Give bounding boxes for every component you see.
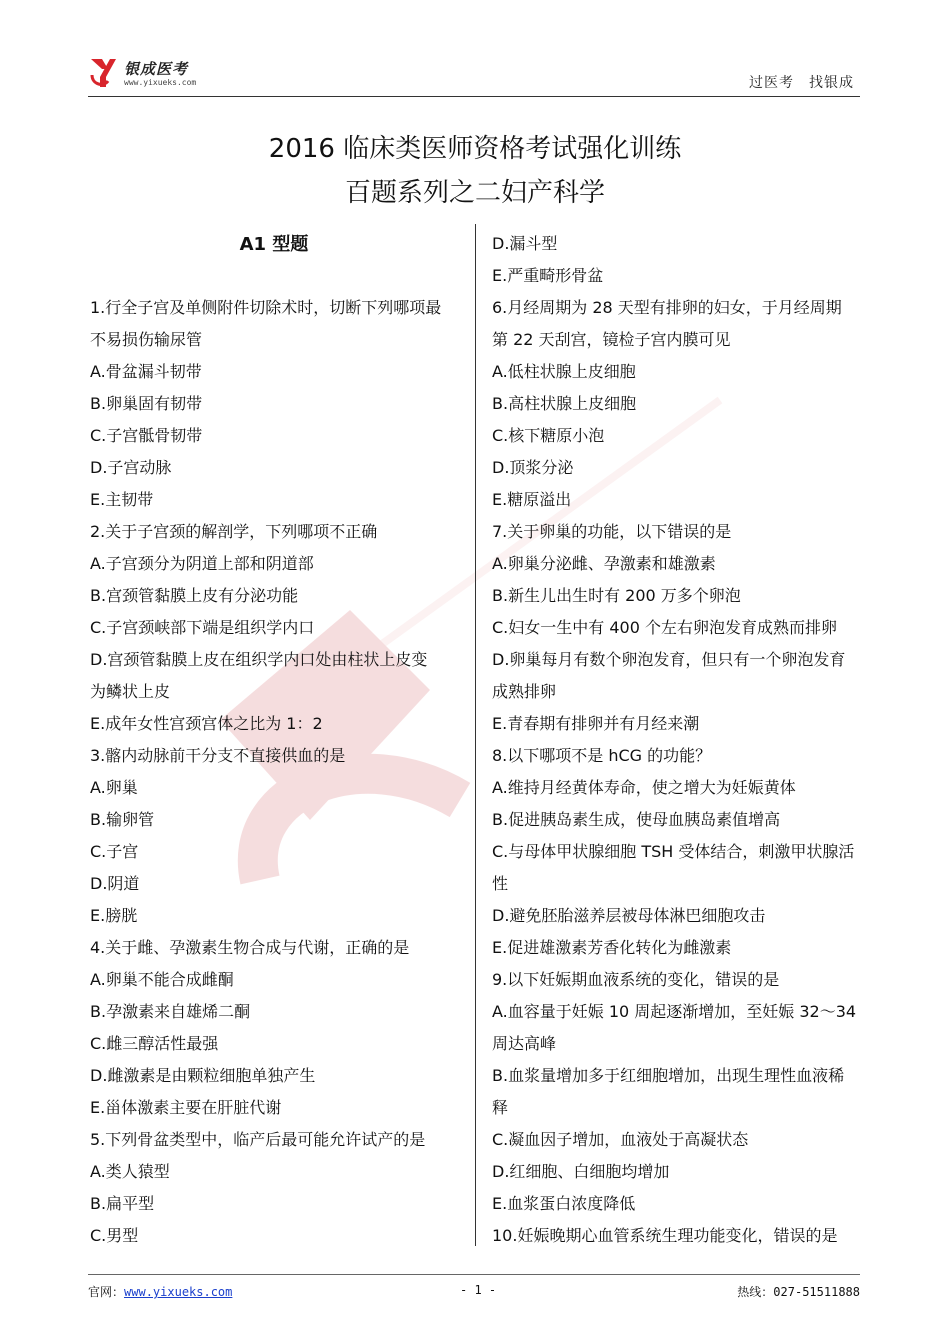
text-line: A.低柱状腺上皮细胞 (492, 362, 636, 381)
text-line: B.输卵管 (90, 810, 155, 829)
text-line: D.雌激素是由颗粒细胞单独产生 (90, 1066, 316, 1085)
text-line: A.子宫颈分为阴道上部和阴道部 (90, 554, 314, 573)
document-subtitle: 百题系列之二妇产科学 (344, 178, 605, 208)
text-line: B.卵巢固有韧带 (90, 394, 203, 413)
text-line: E.青春期有排卵并有月经来潮 (492, 714, 700, 733)
text-line: 4.关于雌、孕激素生物合成与代谢，正确的是 (90, 938, 410, 957)
text-line: D.顶浆分泌 (492, 458, 574, 477)
text-line: B.扁平型 (90, 1194, 155, 1213)
text-line: 6.月经周期为 28 天型有排卵的妇女，于月经周期 (492, 298, 842, 317)
text-line: B.高柱状腺上皮细胞 (492, 394, 637, 413)
text-line: 1.行全子宫及单侧附件切除术时，切断下列哪项最 (90, 298, 442, 317)
text-line: D.红细胞、白细胞均增加 (492, 1162, 670, 1181)
text-line: E.严重畸形骨盆 (492, 266, 604, 285)
text-line: D.卵巢每月有数个卵泡发育，但只有一个卵泡发育 (492, 650, 846, 669)
text-line: 第 22 天刮宫，镜检子宫内膜可见 (492, 330, 731, 349)
text-line: 成熟排卵 (492, 682, 557, 701)
text-line: C.男型 (90, 1226, 139, 1245)
footer-hotline: 热线：027-51511888 (737, 1285, 860, 1299)
text-line: 7.关于卵巢的功能，以下错误的是 (492, 522, 732, 541)
page-footer (88, 1274, 860, 1305)
text-line: 5.下列骨盆类型中，临产后最可能允许试产的是 (90, 1130, 426, 1149)
text-line: 为鳞状上皮 (90, 682, 171, 701)
text-line: B.新生儿出生时有 200 万多个卵泡 (492, 586, 741, 605)
logo (88, 52, 196, 92)
text-line: C.与母体甲状腺细胞 TSH 受体结合，刺激甲状腺活 (492, 842, 855, 861)
text-line: E.促进雄激素芳香化转化为雌激素 (492, 938, 732, 957)
text-line: B.孕激素来自雄烯二酮 (90, 1002, 251, 1021)
text-line: B.促进胰岛素生成，使母血胰岛素值增高 (492, 810, 781, 829)
page-number: - 1 - (460, 1283, 497, 1297)
text-line: D.避免胚胎滋养层被母体淋巴细胞攻击 (492, 906, 766, 925)
text-line: 9.以下妊娠期血液系统的变化，错误的是 (492, 970, 780, 989)
logo-icon (88, 55, 120, 89)
page-header (88, 52, 860, 97)
text-line: D.宫颈管黏膜上皮在组织学内口处由柱状上皮变 (90, 650, 428, 669)
text-line: E.主韧带 (90, 490, 154, 509)
text-line: 10.妊娠晚期心血管系统生理功能变化，错误的是 (492, 1226, 838, 1245)
logo-url: www.yixueks.com (124, 77, 197, 87)
document-title: 2016 临床类医师资格考试强化训练 (268, 134, 682, 164)
text-line: C.妇女一生中有 400 个左右卵泡发育成熟而排卵 (492, 618, 837, 637)
text-line: 2.关于子宫颈的解剖学，下列哪项不正确 (90, 522, 378, 541)
text-line: A.血容量于妊娠 10 周起逐渐增加，至妊娠 32～34 (492, 1002, 857, 1021)
text-line: E.甾体激素主要在肝脏代谢 (90, 1098, 282, 1117)
text-line: 不易损伤输尿管 (90, 330, 203, 349)
text-line: E.血浆蛋白浓度降低 (492, 1194, 636, 1213)
header-slogan: 过医考 找银成 (749, 75, 854, 91)
text-line: 8.以下哪项不是 hCG 的功能？ (492, 746, 712, 765)
text-line: E.膀胱 (90, 906, 138, 925)
text-line: B.血浆量增加多于红细胞增加，出现生理性血液稀 (492, 1066, 845, 1085)
footer-site-link[interactable]: www.yixueks.com (124, 1285, 233, 1299)
text-line: C.子宫 (90, 842, 139, 861)
text-line: A.卵巢不能合成雌酮 (90, 970, 234, 989)
text-line: 周达高峰 (492, 1034, 557, 1053)
section-heading: A1 型题 (239, 234, 309, 255)
text-line: B.宫颈管黏膜上皮有分泌功能 (90, 586, 299, 605)
footer-site (88, 1283, 232, 1300)
text-line: A.卵巢分泌雌、孕激素和雄激素 (492, 554, 716, 573)
text-line: A.类人猿型 (90, 1162, 170, 1181)
text-line: C.雌三醇活性最强 (90, 1034, 219, 1053)
text-line: E.成年女性宫颈宫体之比为 1：2 (90, 714, 323, 733)
text-line: C.子宫骶骨韧带 (90, 426, 203, 445)
text-line: D.漏斗型 (492, 234, 558, 253)
text-line: C.凝血因子增加，血液处于高凝状态 (492, 1130, 749, 1149)
footer-site-label: 官网： (88, 1285, 125, 1299)
logo-name: 银成医考 (124, 59, 189, 78)
text-line: 性 (492, 874, 509, 893)
text-line: D.子宫动脉 (90, 458, 172, 477)
text-line: A.维持月经黄体寿命，使之增大为妊娠黄体 (492, 778, 796, 797)
text-line: 释 (492, 1098, 509, 1117)
text-line: E.糖原溢出 (492, 490, 572, 509)
text-line: C.子宫颈峡部下端是组织学内口 (90, 618, 315, 637)
text-line: C.核下糖原小泡 (492, 426, 605, 445)
column-divider (475, 224, 476, 1246)
text-line: D.阴道 (90, 874, 140, 893)
text-line: A.骨盆漏斗韧带 (90, 362, 202, 381)
text-line: A.卵巢 (90, 778, 138, 797)
text-line: 3.髂内动脉前干分支不直接供血的是 (90, 746, 346, 765)
